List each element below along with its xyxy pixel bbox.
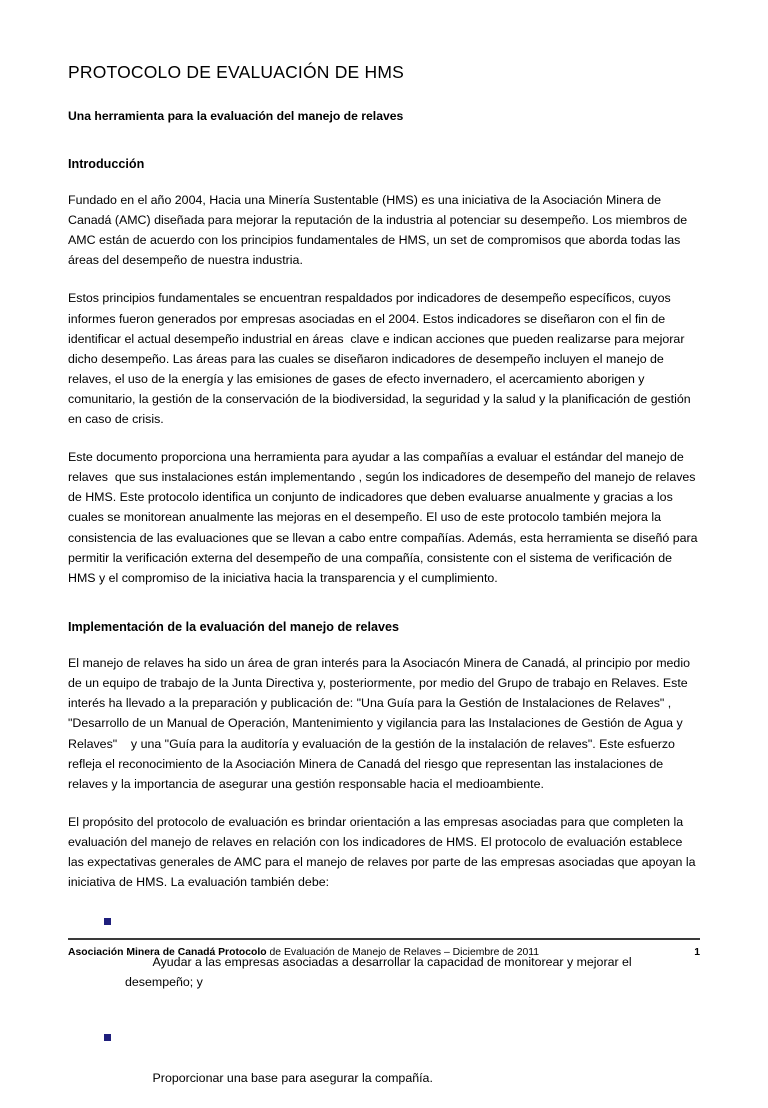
section-heading-introduccion: Introducción: [68, 156, 145, 171]
footer-citation-bold: Asociación Minera de Canadá Protocolo: [68, 947, 267, 958]
implementacion-paragraph-2: El propósito del protocolo de evaluación es brindar orientación a las empresas asociadas para que completen la evaluación del manejo de relaves en relación con los indicadores de HMS. El protocolo de evaluación establece las expectativas generales de AMC para el manejo de relaves por parte de las empresas asociadas que apoyan la iniciativa de HMS. La evaluación también debe:: [68, 814, 699, 890]
list-item: [68, 1028, 700, 1108]
document-subtitle: Una herramienta para la evaluación del manejo de relaves: [68, 108, 404, 123]
implementacion-paragraph-1: El manejo de relaves ha sido un área de gran interés para la Asociacón Minera de Canadá, al principio por medio de un equipo de trabajo de la Junta Directiva y, posteriormente, por medio del Grupo de trabajo en Relaves. Este interés ha llevado a la preparación y publicación de: "Una Guía para la Gestión de Instalaciones de Relaves" , "Desarrollo de un Manual de Operación, Mantenimiento y vigilancia para las Instalaciones de Gestión de Agua y Relaves" y una "Guía para la auditoría y evaluación de la gestión de la instalación de relaves". Este esfuerzo refleja el reconocimiento de la Asociación Minera de Canadá del riesgo que representan las instalaciones de relaves y la importancia de asegurar una gestión responsable hacia el medioambiente.: [68, 656, 694, 791]
introduccion-paragraph-3: Este documento proporciona una herramienta para ayudar a las compañías a evaluar el estándar del manejo de relaves que sus instalaciones están implementando , según los indicadores de desempeño del manejo de relaves de HMS. Este protocolo identifica un conjunto de indicadores que deben evaluarse anualmente y gracias a los cuales se monitorean anualmente las mejoras en el desempeño. El uso de este protocolo también mejora la consistencia de las evaluaciones que se llevan a cabo entre compañías. Además, esta herramienta se diseñó para permitir la verificación externa del desempeño de una compañía, consistente con el sistema de verificación de HMS y el compromiso de la iniciativa hacia la transparencia y el cumplimiento.: [68, 450, 702, 585]
page-footer: [68, 938, 700, 961]
introduccion-paragraph-1: Fundado en el año 2004, Hacia una Minería Sustentable (HMS) es una iniciativa de la Asociación Minera de Canadá (AMC) diseñada para mejorar la reputación de la industria al potenciar su desempeño. Los miembros de AMC están de acuerdo con los principios fundamentales de HMS, un set de compromisos que aborda todas las áreas del desempeño de nuestra industria.: [68, 193, 690, 268]
footer-row: [68, 946, 700, 961]
list-item-label: Ayudar a las empresas asociadas a desarrollar la capacidad de monitorear y mejorar el desempeño; y: [125, 955, 636, 990]
list-item-label: Proporcionar una base para asegurar la compañía.: [152, 1070, 433, 1085]
footer-citation: [68, 946, 539, 961]
evaluacion-bullet-list: [68, 892, 700, 1108]
square-bullet-icon: [104, 918, 111, 925]
square-bullet-icon: [104, 1034, 111, 1041]
introduccion-paragraph-2: Estos principios fundamentales se encuentran respaldados por indicadores de desempeño específicos, cuyos informes fueron generados por empresas asociadas en el 2004. Estos indicadores se diseñaron con el fin de identificar el actual desempeño industrial en áreas clave e indican acciones que pueden realizarse para mejorar dicho desempeño. Las áreas para las cuales se diseñaron indicadores de desempeño incluyen el manejo de relaves, el uso de la energía y las emisiones de gases de efecto invernadero, el acercamiento aborigen y comunitario, la gestión de la conservación de la biodiversidad, la seguridad y la salud y la planificación de gestión en caso de crisis.: [68, 291, 695, 427]
page-number: 1: [694, 947, 700, 958]
page-title: PROTOCOLO DE EVALUACIÓN DE HMS: [68, 62, 404, 82]
list-item: [68, 912, 700, 1012]
section-heading-implementacion: Implementación de la evaluación del manejo de relaves: [68, 619, 400, 634]
footer-citation-regular: de Evaluación de Manejo de Relaves – Diciembre de 2011: [266, 947, 540, 958]
footer-divider: [68, 938, 700, 940]
